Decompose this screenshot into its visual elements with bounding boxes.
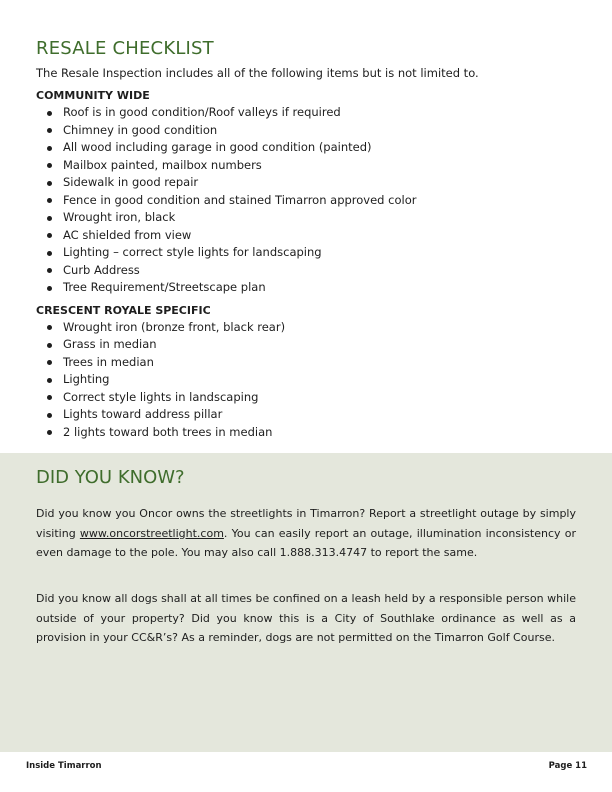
- crescent-royale-list: [36, 319, 581, 442]
- list-item: Mailbox painted, mailbox numbers: [36, 157, 581, 175]
- list-item: Chimney in good condition: [36, 122, 581, 140]
- list-item: Tree Requirement/Streetscape plan: [36, 279, 581, 297]
- list-item: 2 lights toward both trees in median: [36, 424, 581, 442]
- community-wide-heading: COMMUNITY WIDE: [36, 89, 150, 102]
- list-item: Grass in median: [36, 336, 581, 354]
- did-you-know-box: [0, 453, 612, 752]
- oncor-link[interactable]: www.oncorstreetlight.com: [79, 526, 224, 540]
- crescent-royale-heading: CRESCENT ROYALE SPECIFIC: [36, 303, 211, 317]
- checklist-title: RESALE CHECKLIST: [36, 38, 214, 59]
- dogs-paragraph: Did you know all dogs shall at all times be confined on a leash held by a responsible person while outside of your property? Did you know this is a City of Southlake ordinance as well as a provision in your CC&R’s? As a reminder, dogs are not permitted on the Timarron Golf Course.: [36, 592, 576, 644]
- checklist-intro: The Resale Inspection includes all of the following items but is not limited to.: [36, 66, 479, 80]
- list-item: Lighting: [36, 371, 581, 389]
- list-item: AC shielded from view: [36, 227, 581, 245]
- did-you-know-title: DID YOU KNOW?: [36, 467, 185, 488]
- list-item: Curb Address: [36, 262, 581, 280]
- community-wide-list: [36, 104, 581, 297]
- list-item: Correct style lights in landscaping: [36, 389, 581, 407]
- footer-page-number: Page 11: [548, 761, 587, 771]
- list-item: Wrought iron, black: [36, 209, 581, 227]
- resale-checklist: [36, 38, 581, 441]
- streetlight-paragraph: [36, 504, 576, 563]
- list-item: Roof is in good condition/Roof valleys if required: [36, 104, 581, 122]
- list-item: Fence in good condition and stained Timarron approved color: [36, 192, 581, 210]
- list-item: Trees in median: [36, 354, 581, 372]
- footer-publication: Inside Timarron: [26, 761, 102, 771]
- streetlight-text: Did you know you Oncor owns the streetlights in Timarron? Report a streetlight outage by simply visiting: [36, 507, 576, 540]
- list-item: All wood including garage in good condition (painted): [36, 139, 581, 157]
- list-item: Wrought iron (bronze front, black rear): [36, 319, 581, 337]
- list-item: Sidewalk in good repair: [36, 174, 581, 192]
- list-item: Lighting – correct style lights for landscaping: [36, 244, 581, 262]
- streetlight-text-rest: . You can easily report an outage, illumination inconsistency or even damage to the pole. You may also call 1.888.313.4747 to report the same.: [36, 526, 576, 559]
- list-item: Lights toward address pillar: [36, 406, 581, 424]
